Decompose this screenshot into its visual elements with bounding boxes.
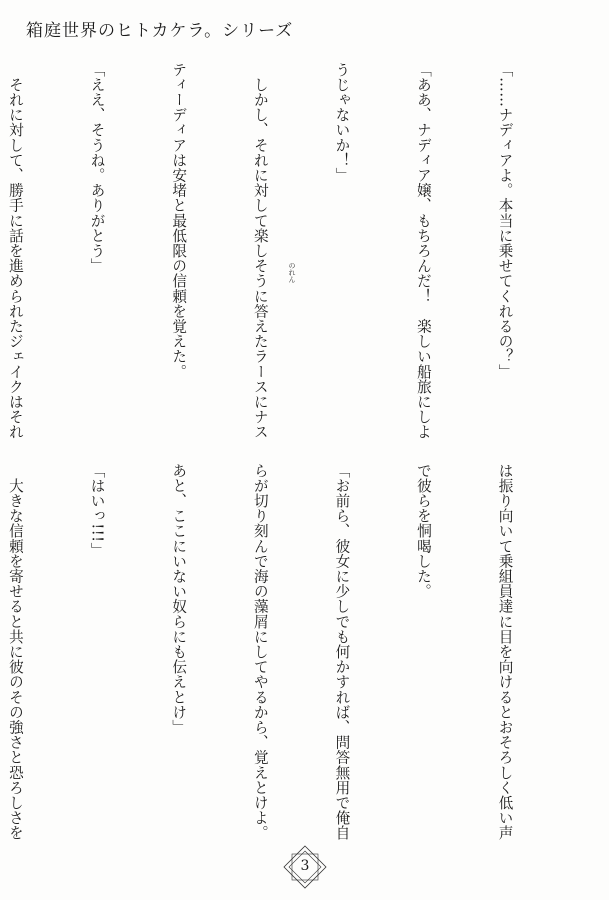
- upper-text-block: [6, 62, 573, 440]
- text-line: で彼らを恫喝した。: [414, 463, 432, 599]
- text-line: 「ああ、ナディア嬢、もちろんだ！ 楽しい船旅にしよ: [414, 62, 432, 440]
- page-number-ornament: [283, 845, 327, 889]
- text-line: あと、ここにいない奴らにも伝えとけ」: [170, 463, 188, 735]
- text-line: ティーディアは安堵と最低限の信頼を覚えた。: [170, 62, 188, 380]
- series-title: 箱庭世界のヒトカケラ。シリーズ: [26, 21, 294, 41]
- text-line: しかし、それに対して楽しそうに答えたラースにナス: [251, 62, 269, 440]
- text-line: は振り向いて乗組員達に目を向けるとおそろしく低い声: [496, 463, 514, 841]
- text-line: 「ええ、そうね。ありがとう」: [88, 62, 106, 274]
- lower-text-block: [6, 463, 573, 841]
- text-line: 「はいっ!!!」: [88, 463, 106, 558]
- text-line: 「お前ら、彼女に少しでも何かすれば、問答無用で俺自: [333, 463, 351, 841]
- text-line: それに対して、勝手に話を進められたジェイクはそれ: [6, 62, 24, 440]
- page-number: 3: [300, 858, 310, 874]
- text-line: 大きな信頼を寄せると共に彼のその強さと恐ろしさを: [6, 463, 24, 841]
- text-line: うじゃないか！」: [333, 62, 351, 183]
- text-line: 「……ナディアよ。本当に乗せてくれるの？」: [496, 62, 514, 380]
- ruby-annotation: のれん: [288, 262, 296, 283]
- text-line: らが切り刻んで海の藻屑にしてやるから、覚えとけよ。: [251, 463, 269, 841]
